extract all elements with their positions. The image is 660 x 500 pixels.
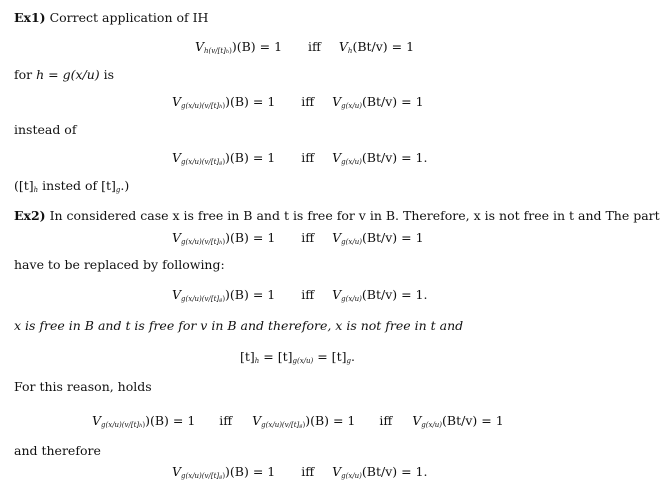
eq-text: [t]	[240, 349, 255, 364]
eq-subscript: g	[299, 423, 303, 429]
eq-text: .	[350, 349, 355, 364]
eq-text: )(B) = 1	[305, 413, 356, 428]
eq-subscript: )	[229, 47, 232, 55]
eq-iff: iff	[219, 413, 233, 428]
eq-subscript: )	[222, 472, 226, 480]
eq-text: (Bt/v) = 1	[361, 94, 424, 109]
ex2-equation-4	[92, 413, 504, 434]
eq-symbol: V	[252, 413, 262, 428]
eq-iff: iff	[301, 94, 315, 109]
eq-symbol: V	[338, 39, 348, 54]
eq-subscript: h	[219, 104, 223, 110]
inline-math: h = g(x/u)	[36, 67, 100, 82]
eq-subscript: g(x/u)(v/[t]	[261, 421, 300, 429]
eq-subscript: g(x/u)	[341, 238, 362, 246]
ex2-heading	[14, 208, 660, 224]
eq-subscript: )	[302, 421, 306, 429]
eq-subscript: g(x/u)	[341, 472, 362, 480]
subscript: h	[33, 186, 39, 194]
ex1-equation-2	[172, 94, 424, 115]
eq-subscript: g	[219, 474, 223, 480]
eq-text: )(B) = 1	[145, 413, 196, 428]
ex2-text: In considered case x is free in B and t is free for v in B. Therefore, x is not free in t and The part	[45, 208, 660, 223]
ex2-equation-5	[172, 464, 428, 485]
eq-subscript: h	[219, 240, 223, 246]
eq-symbol: V	[172, 287, 182, 302]
eq-text: )(B) = 1	[225, 150, 276, 165]
eq-text: (Bt/v) = 1.	[361, 150, 428, 165]
text: is	[99, 67, 115, 82]
eq-iff: iff	[301, 287, 315, 302]
eq-text: (Bt/v) = 1.	[361, 464, 428, 479]
eq-symbol: V	[195, 39, 205, 54]
eq-iff: iff	[379, 413, 393, 428]
eq-text: = [t]	[313, 349, 347, 364]
ex2-equation-2	[172, 287, 428, 308]
eq-iff: iff	[301, 150, 315, 165]
subscript: g	[115, 186, 121, 194]
ex1-equation-3	[172, 150, 428, 171]
eq-subscript: g	[346, 357, 351, 365]
eq-symbol: V	[92, 413, 102, 428]
eq-subscript: )	[142, 421, 146, 429]
eq-subscript: g(x/u)(v/[t]	[181, 472, 220, 480]
ex1-text: Correct application of IH	[45, 10, 209, 25]
eq-subscript: g(x/u)(v/[t]	[181, 102, 220, 110]
ex1-paren-note	[14, 178, 129, 198]
ex2-label: Ex2)	[14, 208, 46, 223]
eq-symbol: V	[172, 464, 182, 479]
eq-text: )(B) = 1	[225, 464, 276, 479]
eq-symbol: V	[172, 150, 182, 165]
eq-subscript: g(x/u)	[341, 295, 362, 303]
eq-subscript: )	[222, 295, 226, 303]
eq-subscript: g(x/u)	[292, 357, 314, 365]
ex1-heading	[14, 10, 208, 26]
text: .)	[120, 178, 130, 193]
eq-symbol: V	[332, 230, 342, 245]
eq-subscript: g(x/u)(v/[t]	[181, 238, 220, 246]
eq-subscript: g(x/u)	[421, 421, 443, 429]
eq-subscript: h	[139, 423, 143, 429]
eq-subscript: g	[219, 297, 223, 303]
eq-symbol: V	[412, 413, 422, 428]
eq-text: )(B) = 1	[231, 39, 283, 54]
ex2-free-text: x is free in B and t is free for v in B and therefore, x is not free in t and	[14, 318, 464, 333]
eq-symbol: V	[332, 287, 342, 302]
eq-subscript: g(x/u)(v/[t]	[181, 295, 220, 303]
eq-subscript: )	[222, 158, 226, 166]
eq-subscript: g(x/u)	[341, 102, 362, 110]
eq-subscript: g	[219, 160, 223, 166]
eq-subscript: h	[225, 49, 230, 55]
eq-symbol: V	[332, 464, 342, 479]
eq-text: )(B) = 1	[225, 230, 276, 245]
eq-symbol: V	[172, 94, 182, 109]
ex1-for-line	[14, 67, 114, 83]
ex1-instead: instead of	[14, 122, 77, 137]
ex2-equation-1	[172, 230, 424, 251]
eq-subscript: g(x/u)(v/[t]	[181, 158, 220, 166]
ex1-equation-1	[195, 39, 414, 60]
eq-subscript: h(v/[t]	[204, 47, 226, 55]
eq-text: )(B) = 1	[225, 94, 276, 109]
eq-subscript: h	[254, 357, 260, 365]
eq-text: (Bt/v) = 1	[361, 230, 424, 245]
eq-subscript: )	[222, 102, 226, 110]
eq-iff: iff	[308, 39, 321, 54]
ex2-equation-3	[240, 349, 355, 369]
eq-symbol: V	[332, 94, 342, 109]
ex2-therefore: and therefore	[14, 443, 101, 458]
ex2-reason: For this reason, holds	[14, 379, 152, 394]
text: ([t]	[14, 178, 34, 193]
eq-symbol: V	[172, 230, 182, 245]
text: for	[14, 67, 37, 82]
eq-symbol: V	[332, 150, 342, 165]
eq-text: (Bt/v) = 1.	[361, 287, 428, 302]
eq-text: (Bt/v) = 1	[442, 413, 504, 428]
eq-text: )(B) = 1	[225, 287, 276, 302]
eq-subscript: )	[222, 238, 226, 246]
eq-text: = [t]	[259, 349, 293, 364]
eq-iff: iff	[301, 464, 315, 479]
text: insted of [t]	[38, 178, 116, 193]
ex2-replace: have to be replaced by following:	[14, 257, 225, 272]
eq-subscript: h	[347, 47, 353, 55]
eq-subscript: g(x/u)	[341, 158, 362, 166]
ex1-label: Ex1)	[14, 10, 46, 25]
eq-text: (Bt/v) = 1	[352, 39, 415, 54]
eq-subscript: g(x/u)(v/[t]	[101, 421, 140, 429]
eq-iff: iff	[301, 230, 315, 245]
